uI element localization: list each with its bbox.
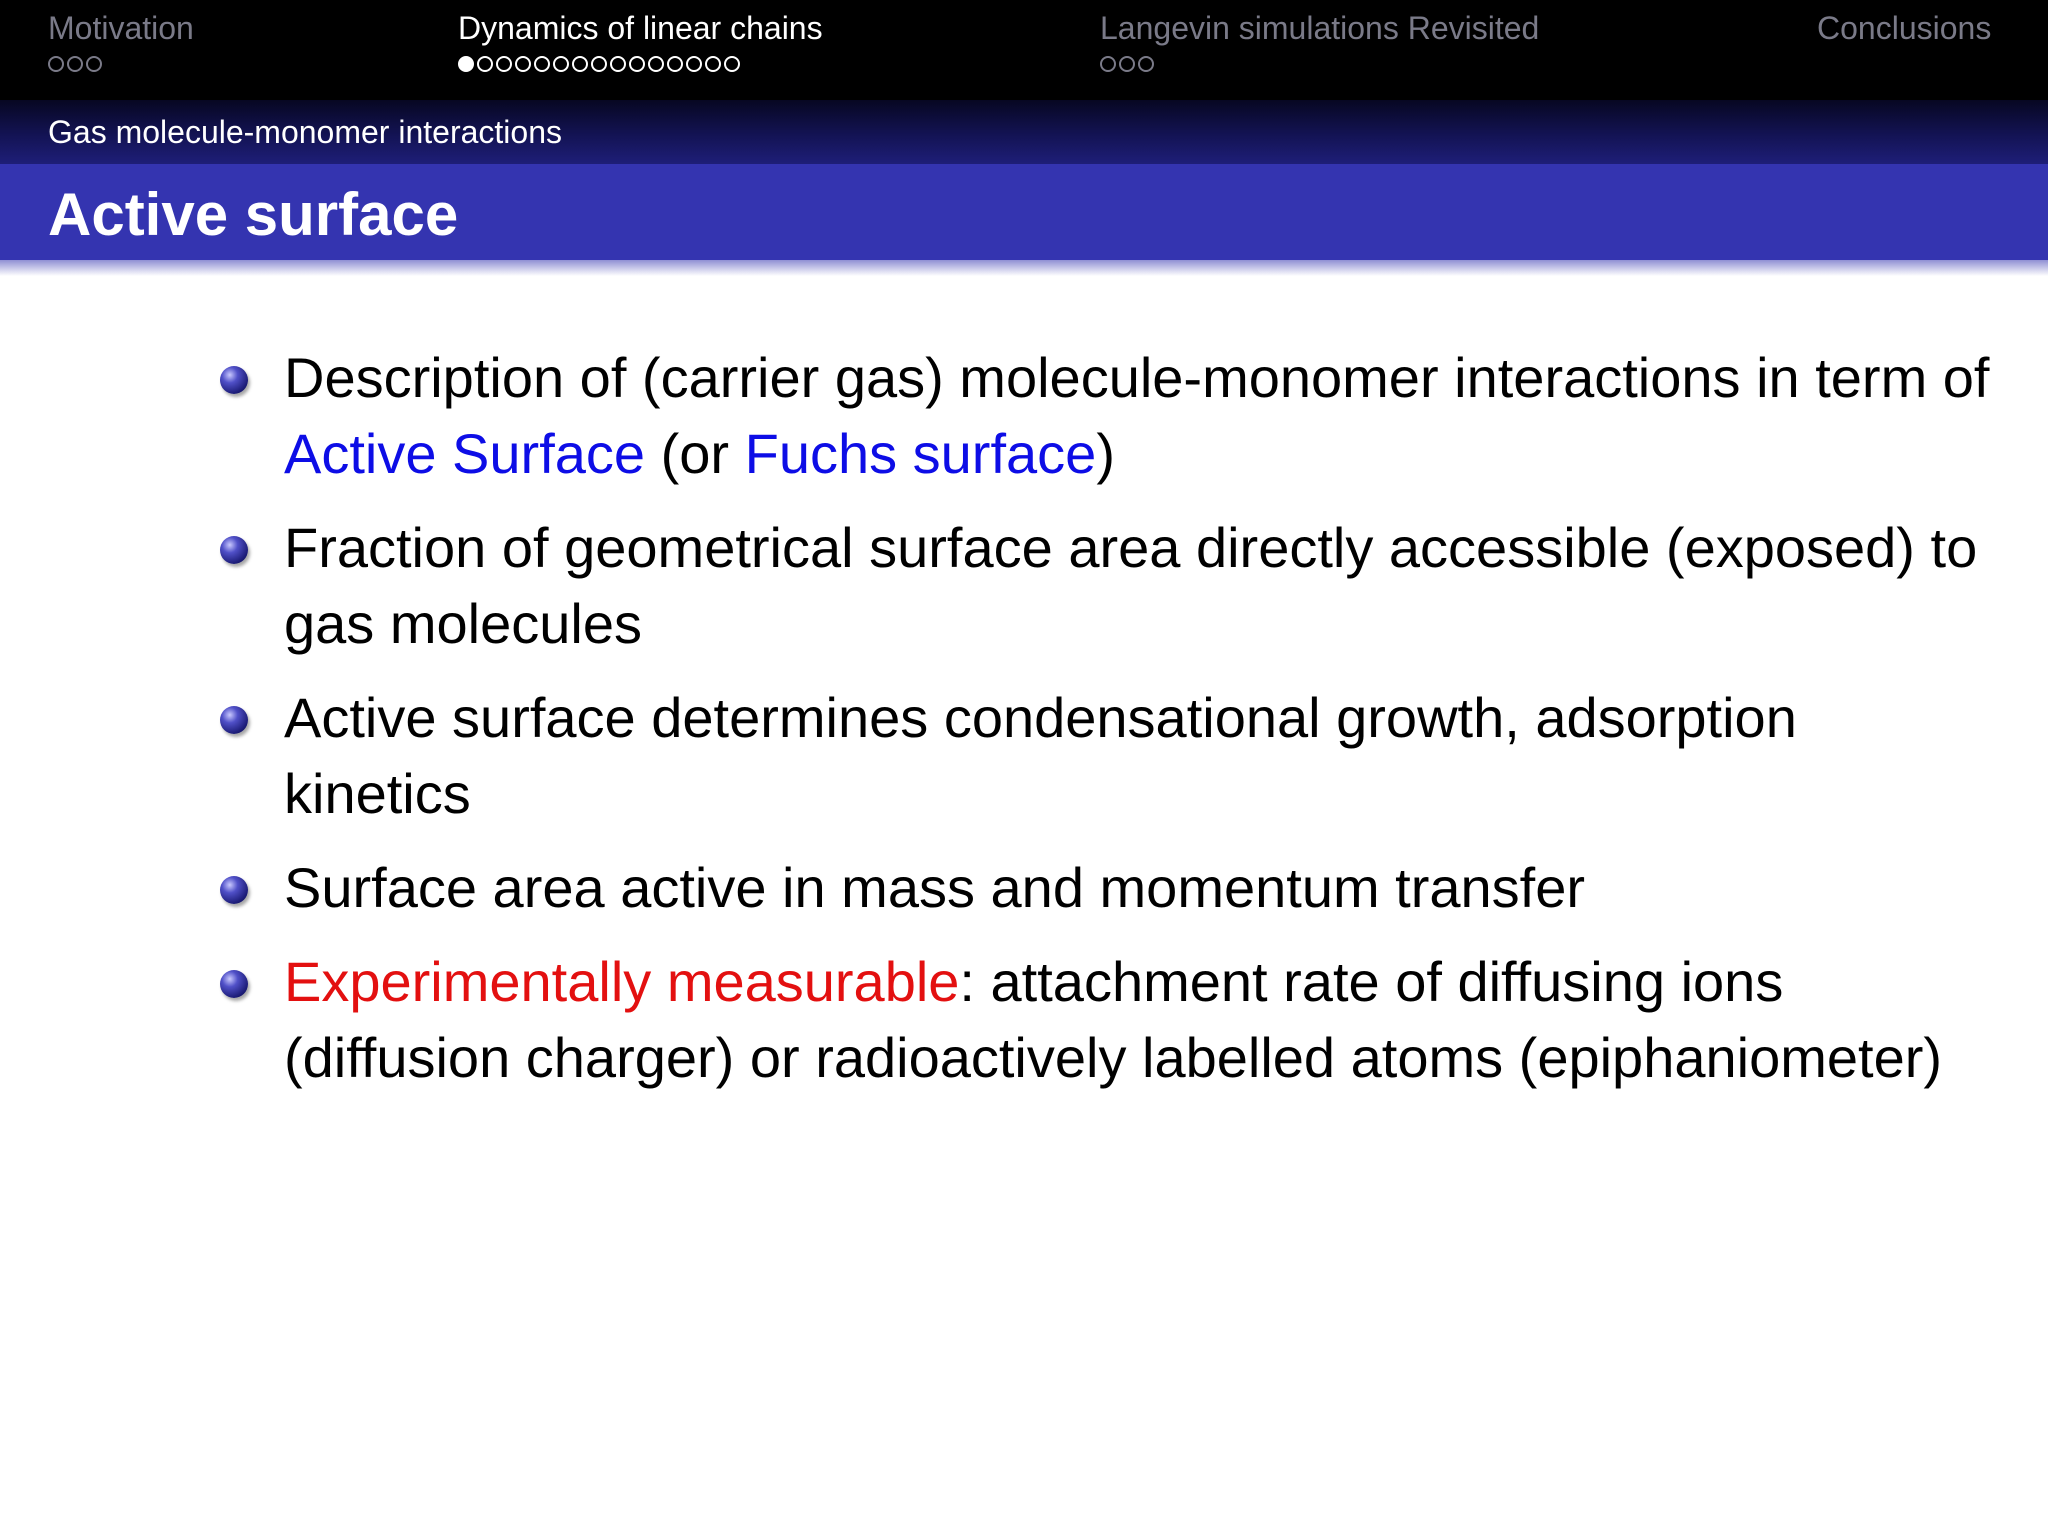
nav-dots-dynamics — [458, 54, 823, 74]
bullet-4-text: Surface area active in mass and momentum transfer — [284, 856, 1586, 919]
frame-dot-icon[interactable] — [667, 56, 683, 72]
frame-dot-icon[interactable] — [591, 56, 607, 72]
active-surface-term: Active Surface — [284, 422, 646, 485]
bullet-item-2 — [216, 510, 1996, 662]
bullet-2-text: Fraction of geometrical surface area directly accessible (exposed) to gas molecules — [284, 516, 1978, 655]
nav-title-motivation[interactable]: Motivation — [48, 10, 194, 46]
nav-title-conclusions[interactable]: Conclusions — [1817, 10, 1992, 46]
frame-dot-icon[interactable] — [705, 56, 721, 72]
nav-title-dynamics[interactable]: Dynamics of linear chains — [458, 10, 823, 46]
frame-dot-icon[interactable] — [648, 56, 664, 72]
bullet-1-text-c: ) — [1096, 422, 1115, 485]
nav-section-langevin[interactable] — [1100, 8, 1539, 74]
experimentally-measurable-term: Experimentally measurable — [284, 950, 960, 1013]
frame-dot-icon[interactable] — [1138, 56, 1154, 72]
bullet-item-3 — [216, 680, 1996, 832]
frame-dot-icon[interactable] — [629, 56, 645, 72]
bullet-5-text: : attachment rate of diffusing ions (diffusion charger) or radioactively labelled atoms (epiphaniometer) — [284, 950, 1943, 1089]
bullet-ball-icon — [220, 970, 248, 998]
bullet-ball-icon — [220, 536, 248, 564]
frame-title-bar — [0, 164, 2048, 260]
frame-dot-icon[interactable] — [610, 56, 626, 72]
bullet-item-4 — [216, 850, 1996, 926]
bullet-item-1 — [216, 340, 1996, 492]
nav-section-dynamics[interactable] — [458, 8, 823, 74]
bullet-3-text: Active surface determines condensational growth, adsorption kinetics — [284, 686, 1797, 825]
frame-dot-icon[interactable] — [48, 56, 64, 72]
frame-dot-icon[interactable] — [67, 56, 83, 72]
frame-dot-icon[interactable] — [534, 56, 550, 72]
bullet-1-text-b: (or — [645, 422, 745, 485]
frame-dot-icon[interactable] — [515, 56, 531, 72]
bullet-ball-icon — [220, 706, 248, 734]
navigation-bar — [0, 0, 2048, 100]
nav-dots-motivation — [48, 54, 194, 74]
subsection-bar — [0, 100, 2048, 164]
bullet-list — [216, 340, 1996, 1096]
fuchs-surface-term: Fuchs surface — [744, 422, 1097, 485]
nav-section-motivation[interactable] — [48, 8, 194, 74]
frame-dot-icon[interactable] — [86, 56, 102, 72]
frame-dot-icon[interactable] — [724, 56, 740, 72]
frame-dot-icon[interactable] — [458, 56, 474, 72]
nav-title-langevin[interactable]: Langevin simulations Revisited — [1100, 10, 1540, 46]
frame-dot-icon[interactable] — [496, 56, 512, 72]
nav-dots-langevin — [1100, 54, 1539, 74]
frame-dot-icon[interactable] — [477, 56, 493, 72]
bullet-ball-icon — [220, 876, 248, 904]
frame-dot-icon[interactable] — [572, 56, 588, 72]
frame-dot-icon[interactable] — [1119, 56, 1135, 72]
bullet-1-text-a: Description of (carrier gas) molecule-monomer interactions in term of — [284, 346, 1990, 409]
bullet-ball-icon — [220, 366, 248, 394]
frame-dot-icon[interactable] — [553, 56, 569, 72]
bullet-item-5 — [216, 944, 1996, 1096]
frame-dot-icon[interactable] — [686, 56, 702, 72]
frame-title: Active surface — [48, 181, 459, 248]
subsection-title: Gas molecule-monomer interactions — [48, 114, 562, 150]
slide-content — [216, 340, 1996, 1114]
frame-dot-icon[interactable] — [1100, 56, 1116, 72]
nav-section-conclusions[interactable] — [1817, 8, 1991, 48]
